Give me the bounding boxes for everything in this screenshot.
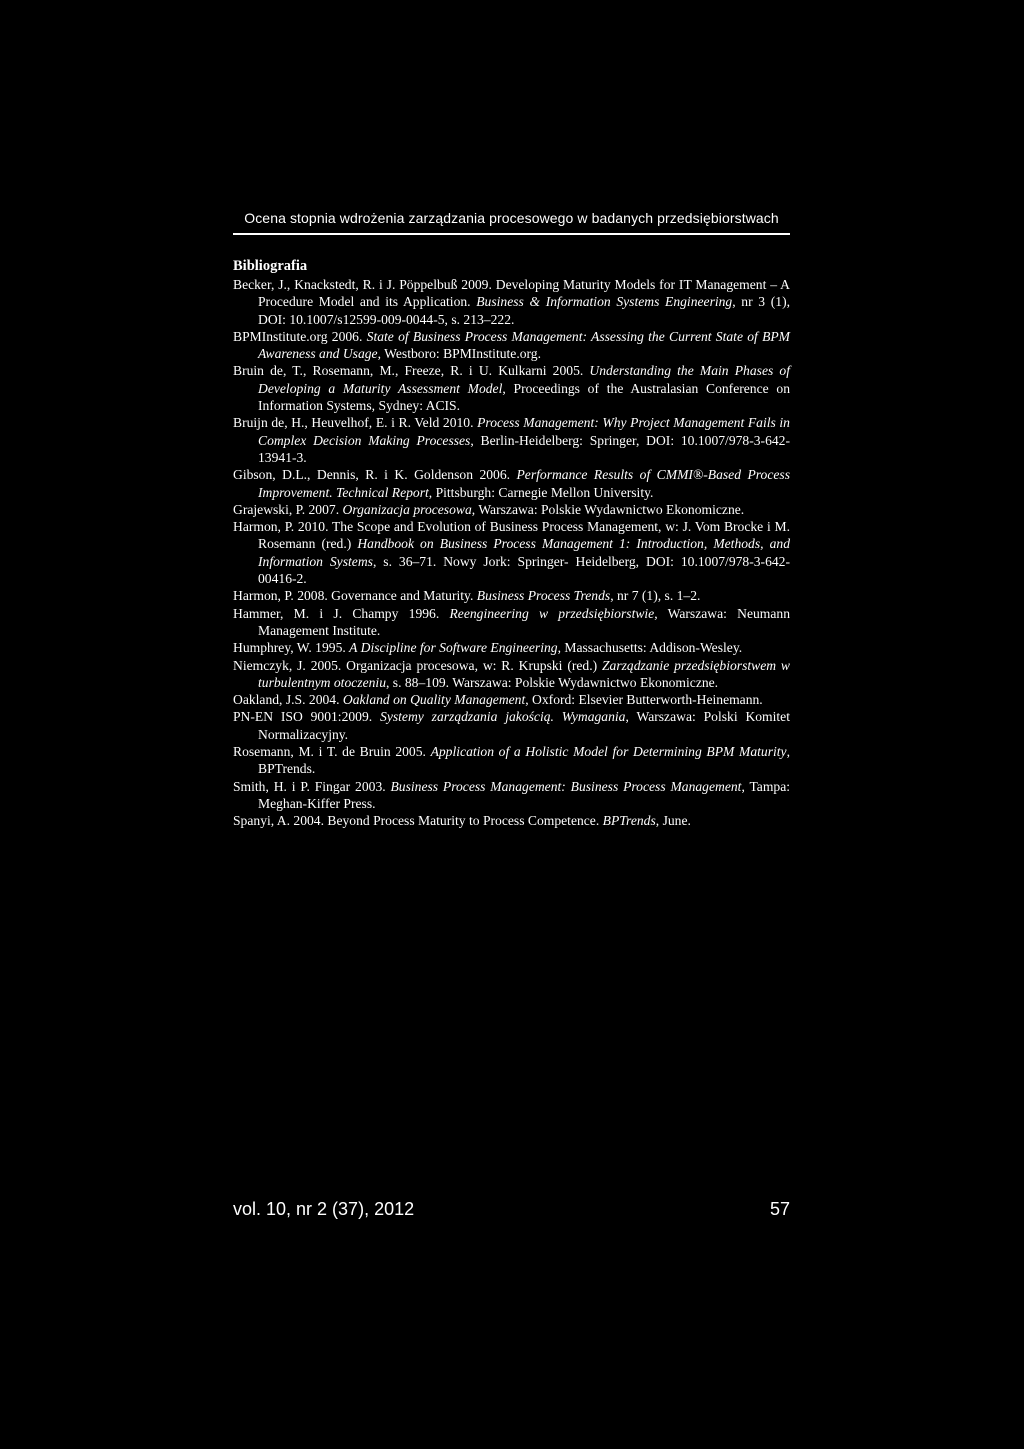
reference-details: , nr 3 (1), DOI: 10.1007/s12599-009-0044-5, s. 213–222. [258, 294, 790, 327]
reference-details: , Warszawa: Polskie Wydawnictwo Ekonomiczne. [471, 501, 745, 517]
page-number: 57 [769, 1199, 790, 1219]
reference-lead: Niemczyk, J. 2005. Organizacja procesowa, w: R. Krupski (red.) [233, 657, 602, 673]
reference-title: Process Management: Why Project Management Fails in Complex Decision Making Processes [258, 415, 790, 448]
reference-details: , Warszawa: Polski Komitet Normalizacyjny. [258, 709, 790, 742]
reference-title: Oakland on Quality Management [342, 692, 526, 708]
reference-details: , Berlin-Heidelberg: Springer, DOI: 10.1007/978-3-642-13941-3. [258, 432, 790, 465]
reference-entry [233, 362, 790, 414]
reference-lead: Rosemann, M. i T. de Bruin 2005. [233, 744, 431, 760]
reference-title: State of Business Process Management: Assessing the Current State of BPM Awareness and Usage [258, 328, 791, 362]
reference-entry [233, 587, 790, 604]
reference-entry [233, 501, 790, 518]
reference-title: Performance Results of CMMI®-Based Process Improvement. Technical Report [258, 467, 790, 500]
reference-entry [233, 743, 790, 778]
reference-lead: Grajewski, P. 2007. [233, 501, 343, 517]
header-rule [233, 233, 790, 235]
reference-title: Reengineering w przedsiębiorstwie [449, 605, 655, 621]
reference-lead: Harmon, P. 2010. The Scope and Evolution of Business Process Management, w: J. Vom Brocke i M. Rosemann (red.) [233, 519, 790, 552]
reference-lead: BPMInstitute.org 2006. [233, 328, 367, 344]
reference-lead: Becker, J., Knackstedt, R. i J. Pöppelbuß 2009. Developing Maturity Models for IT Management – A Procedure Model and its Application. [233, 277, 790, 310]
reference-title: Zarządzanie przedsiębiorstwem w turbulentnym otoczeniu [258, 657, 790, 690]
reference-title: BPTrends [602, 813, 656, 829]
reference-details: , Warszawa: Neumann Management Institute. [258, 605, 790, 638]
journal-issue: vol. 10, nr 2 (37), 2012 [233, 1199, 415, 1219]
reference-title: Application of a Holistic Model for Determining BPM Maturity [430, 744, 787, 760]
reference-lead: Humphrey, W. 1995. [233, 640, 350, 656]
reference-entry [233, 812, 790, 829]
reference-details: , Tampa: Meghan-Kiffer Press. [258, 778, 791, 811]
reference-title: Business Process Trends [476, 588, 611, 604]
reference-lead: Spanyi, A. 2004. Beyond Process Maturity to Process Competence. [233, 813, 603, 829]
reference-entry [233, 691, 790, 708]
reference-details: , Proceedings of the Australasian Conference on Information Systems, Sydney: ACIS. [258, 380, 790, 414]
reference-entry [233, 328, 790, 363]
reference-lead: Oakland, J.S. 2004. [233, 692, 343, 708]
bibliography-section [233, 258, 790, 830]
reference-details: , BPTrends. [258, 744, 790, 777]
reference-lead: PN-EN ISO 9001:2009. [233, 709, 381, 725]
reference-title: A Discipline for Software Engineering [349, 640, 558, 656]
reference-details: , nr 7 (1), s. 1–2. [610, 588, 701, 604]
reference-details: , Pittsburgh: Carnegie Mellon University. [428, 484, 654, 500]
reference-title: Systemy zarządzania jakością. Wymagania [380, 709, 626, 725]
reference-title: Business Process Management: Business Process Management [390, 778, 742, 794]
reference-details: , s. 88–109. Warszawa: Polskie Wydawnictwo Ekonomiczne. [386, 674, 719, 690]
reference-title: Organizacja procesowa [342, 501, 472, 517]
reference-entry [233, 276, 790, 328]
reference-entry [233, 414, 790, 466]
reference-lead: Bruijn de, H., Heuvelhof, E. i R. Veld 2010. [233, 415, 478, 431]
reference-title: Handbook on Business Process Management 1: Introduction, Methods, and Information Systems [258, 536, 790, 569]
bibliography-heading: Bibliografia [233, 258, 308, 274]
reference-details: , June. [655, 813, 691, 829]
reference-entry [233, 657, 790, 692]
reference-lead: Harmon, P. 2008. Governance and Maturity. [233, 588, 477, 604]
reference-entry [233, 778, 790, 813]
reference-title: Understanding the Main Phases of Developing a Maturity Assessment Model [258, 363, 790, 396]
reference-entry [233, 466, 790, 501]
reference-details: , Westboro: BPMInstitute.org. [377, 346, 542, 362]
reference-lead: Smith, H. i P. Fingar 2003. [233, 778, 391, 794]
reference-entry [233, 518, 790, 587]
reference-lead: Hammer, M. i J. Champy 1996. [233, 605, 450, 621]
reference-title: Business & Information Systems Engineering [476, 294, 733, 310]
reference-entry [233, 605, 790, 640]
running-header: Ocena stopnia wdrożenia zarządzania procesowego w badanych przedsiębiorstwach [244, 210, 779, 226]
reference-details: , Massachusetts: Addison-Wesley. [557, 640, 743, 656]
reference-details: , s. 36–71. Nowy Jork: Springer- Heidelberg, DOI: 10.1007/978-3-642-00416-2. [258, 553, 790, 587]
reference-entry [233, 639, 790, 656]
reference-details: , Oxford: Elsevier Butterworth-Heinemann. [525, 692, 763, 708]
reference-lead: Bruin de, T., Rosemann, M., Freeze, R. i U. Kulkarni 2005. [233, 363, 590, 379]
reference-lead: Gibson, D.L., Dennis, R. i K. Goldenson 2006. [233, 467, 517, 483]
reference-entry [233, 708, 790, 743]
